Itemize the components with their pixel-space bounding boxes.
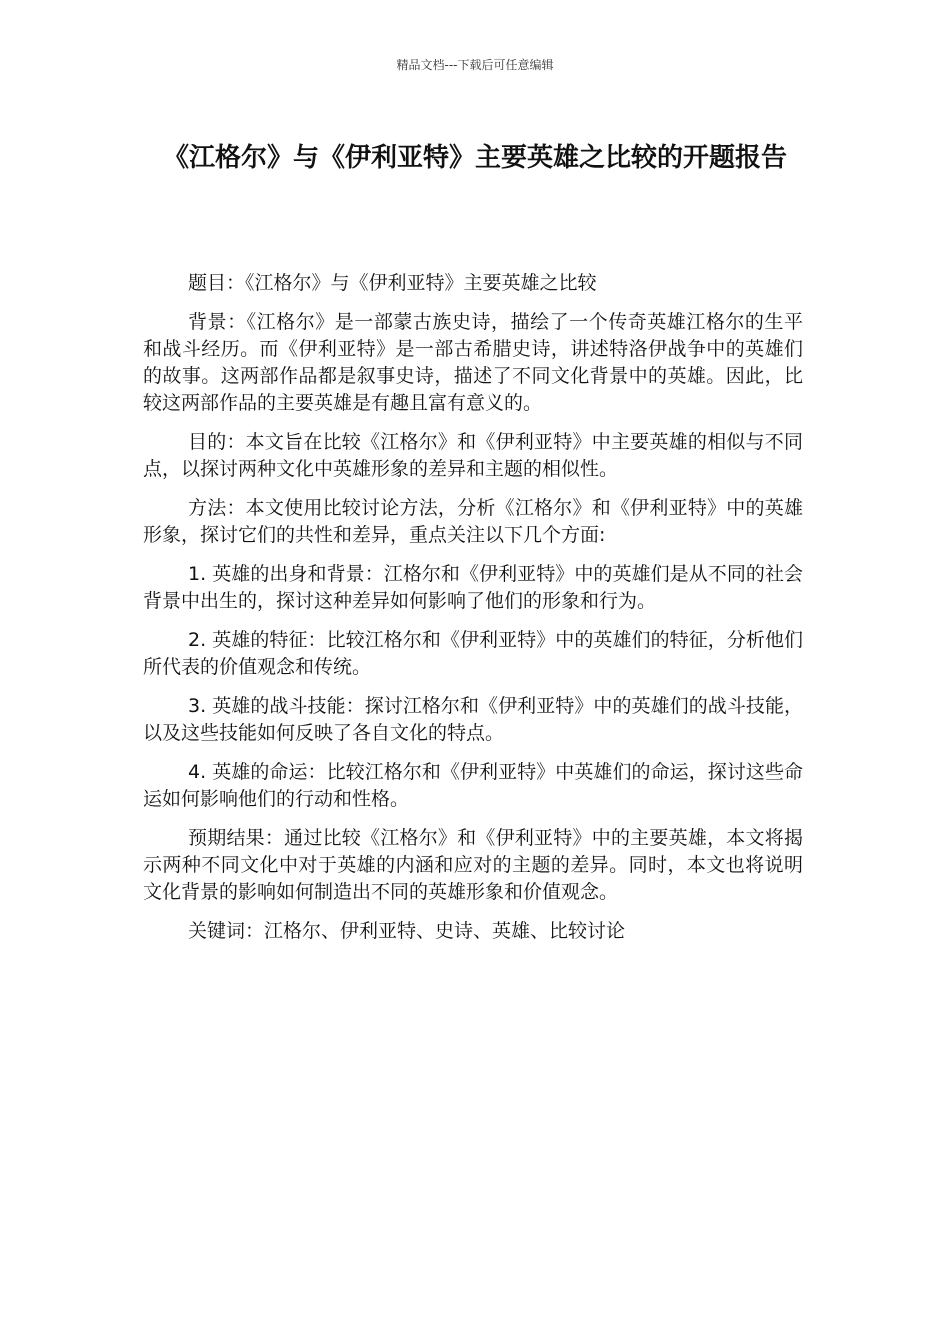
document-title: 《江格尔》与《伊利亚特》主要英雄之比较的开题报告 bbox=[162, 143, 787, 173]
topic-paragraph: 题目：《江格尔》与《伊利亚特》主要英雄之比较 bbox=[188, 272, 597, 294]
background-paragraph: 背景：《江格尔》是一部蒙古族史诗，描绘了一个传奇英雄江格尔的生平和战斗经历。而《伊利亚特》是一部古希腊史诗，讲述特洛伊战争中的英雄们的故事。这两部作品都是叙事史诗，描述了不同文化背景中的英雄。因此，比较这两部作品的主要英雄是有趣且富有意义的。 bbox=[143, 311, 803, 414]
method-item-2: 2. 英雄的特征：比较江格尔和《伊利亚特》中的英雄们的特征，分析他们所代表的价值观念和传统。 bbox=[143, 629, 803, 678]
document-body bbox=[143, 270, 803, 957]
method-paragraph: 方法：本文使用比较讨论方法，分析《江格尔》和《伊利亚特》中的英雄形象，探讨它们的共性和差异，重点关注以下几个方面: bbox=[143, 497, 803, 546]
header-note: 精品文档---下载后可任意编辑 bbox=[396, 58, 554, 72]
keywords-paragraph: 关键词：江格尔、伊利亚特、史诗、英雄、比较讨论 bbox=[188, 920, 626, 942]
method-item-4: 4. 英雄的命运：比较江格尔和《伊利亚特》中英雄们的命运，探讨这些命运如何影响他们的行动和性格。 bbox=[143, 761, 803, 810]
purpose-paragraph: 目的：本文旨在比较《江格尔》和《伊利亚特》中主要英雄的相似与不同点，以探讨两种文化中英雄形象的差异和主题的相似性。 bbox=[143, 431, 803, 480]
method-item-1: 1. 英雄的出身和背景：江格尔和《伊利亚特》中的英雄们是从不同的社会背景中出生的，探讨这种差异如何影响了他们的形象和行为。 bbox=[143, 563, 803, 612]
expected-results-paragraph: 预期结果：通过比较《江格尔》和《伊利亚特》中的主要英雄，本文将揭示两种不同文化中对于英雄的内涵和应对的主题的差异。同时，本文也将说明文化背景的影响如何制造出不同的英雄形象和价值观念。 bbox=[143, 827, 803, 903]
method-item-3: 3. 英雄的战斗技能：探讨江格尔和《伊利亚特》中的英雄们的战斗技能，以及这些技能如何反映了各自文化的特点。 bbox=[143, 695, 803, 744]
